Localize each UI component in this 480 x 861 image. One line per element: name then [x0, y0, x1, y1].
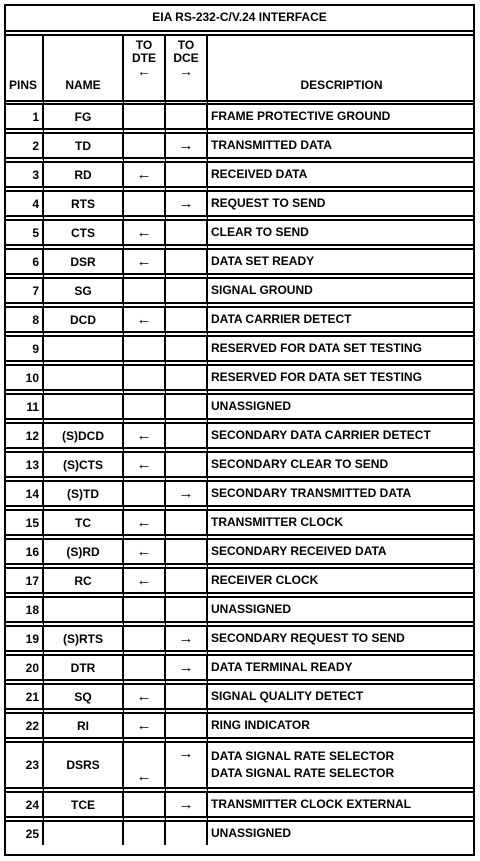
pin-number: 8: [4, 308, 44, 337]
description-line: UNASSIGNED: [211, 826, 292, 840]
signal-description: [208, 656, 475, 685]
signal-description: [208, 822, 475, 845]
pin-number: 5: [4, 221, 44, 250]
signal-name: DCD: [44, 308, 124, 337]
to-dte-left-arrow-icon: ←: [124, 453, 166, 482]
to-dte-left-arrow-icon: ←: [124, 163, 166, 192]
signal-description: [208, 453, 475, 482]
signal-description: [208, 569, 475, 598]
signal-name: DTR: [44, 656, 124, 685]
to-dte-cell: [124, 822, 166, 845]
description-line: UNASSIGNED: [211, 399, 292, 413]
to-dte-cell: [124, 482, 166, 511]
pin-number: 15: [4, 511, 44, 540]
signal-name: SG: [44, 279, 124, 308]
description-line: SIGNAL QUALITY DETECT: [211, 689, 364, 703]
to-dte-left-arrow-icon: ←: [124, 714, 166, 743]
left-arrow-icon: ←: [137, 63, 151, 79]
description-line: RESERVED FOR DATA SET TESTING: [211, 370, 422, 384]
signal-description: [208, 105, 475, 134]
to-dte-left-arrow-icon: ←: [124, 540, 166, 569]
pin-number: 12: [4, 424, 44, 453]
description-line: SECONDARY DATA CARRIER DETECT: [211, 428, 431, 442]
description-line: RECEIVER CLOCK: [211, 573, 319, 587]
description-line: FRAME PROTECTIVE GROUND: [211, 109, 391, 123]
signal-description: [208, 743, 475, 793]
table-row: [4, 627, 475, 656]
signal-description: [208, 308, 475, 337]
pin-number: 23: [4, 743, 44, 793]
description-line: UNASSIGNED: [211, 602, 292, 616]
signal-description: [208, 395, 475, 424]
signal-name: [44, 598, 124, 627]
signal-name: (S)TD: [44, 482, 124, 511]
table-row: [4, 540, 475, 569]
signal-description: [208, 192, 475, 221]
signal-description: [208, 134, 475, 163]
table-title: EIA RS-232-C/V.24 INTERFACE: [4, 4, 475, 36]
right-arrow-icon: →: [179, 63, 193, 79]
signal-name: FG: [44, 105, 124, 134]
to-dce-right-arrow-icon: →: [166, 793, 208, 822]
to-dce-cell: [166, 569, 208, 598]
table-row: [4, 482, 475, 511]
signal-name: [44, 366, 124, 395]
header-to-dce-line2: DCE: [173, 51, 199, 65]
pin-number: 17: [4, 569, 44, 598]
to-dce-cell: [166, 540, 208, 569]
description-line: RESERVED FOR DATA SET TESTING: [211, 341, 422, 355]
signal-name: [44, 822, 124, 845]
to-dte-cell: [124, 279, 166, 308]
table-row: [4, 105, 475, 134]
signal-name: CTS: [44, 221, 124, 250]
table-row: [4, 685, 475, 714]
to-dte-cell: [124, 627, 166, 656]
to-dte-left-arrow-icon: ←: [124, 743, 166, 793]
to-dce-right-arrow-icon: →: [166, 627, 208, 656]
signal-name: RTS: [44, 192, 124, 221]
signal-name: [44, 395, 124, 424]
header-name: NAME: [44, 36, 124, 105]
pin-number: 4: [4, 192, 44, 221]
to-dte-cell: [124, 395, 166, 424]
to-dte-cell: [124, 598, 166, 627]
pin-number: 18: [4, 598, 44, 627]
to-dte-cell: [124, 793, 166, 822]
pin-number: 1: [4, 105, 44, 134]
to-dce-cell: [166, 337, 208, 366]
to-dte-left-arrow-icon: ←: [124, 424, 166, 453]
header-to-dte: [124, 36, 166, 105]
description-line: REQUEST TO SEND: [211, 196, 326, 210]
signal-name: (S)RTS: [44, 627, 124, 656]
description-line: RECEIVED DATA: [211, 167, 308, 181]
to-dte-cell: [124, 366, 166, 395]
signal-description: [208, 163, 475, 192]
signal-name: RI: [44, 714, 124, 743]
table-row: [4, 279, 475, 308]
table-row: [4, 453, 475, 482]
signal-name: RC: [44, 569, 124, 598]
pin-number: 13: [4, 453, 44, 482]
description-line: TRANSMITTED DATA: [211, 138, 332, 152]
table-row: [4, 511, 475, 540]
pin-number: 7: [4, 279, 44, 308]
description-line: SIGNAL GROUND: [211, 283, 313, 297]
description-line: SECONDARY CLEAR TO SEND: [211, 457, 389, 471]
header-to-dce-line1: TO: [177, 38, 195, 52]
to-dce-cell: [166, 685, 208, 714]
to-dce-right-arrow-icon: →: [166, 482, 208, 511]
pin-number: 21: [4, 685, 44, 714]
to-dce-cell: [166, 453, 208, 482]
to-dce-cell: [166, 308, 208, 337]
to-dte-cell: [124, 337, 166, 366]
table-row: [4, 192, 475, 221]
header-description: DESCRIPTION: [208, 36, 475, 105]
description-line: TRANSMITTER CLOCK: [211, 515, 343, 529]
to-dce-cell: [166, 511, 208, 540]
pin-number: 6: [4, 250, 44, 279]
to-dce-right-arrow-icon: →: [166, 192, 208, 221]
signal-description: [208, 279, 475, 308]
description-line: SECONDARY RECEIVED DATA: [211, 544, 387, 558]
to-dte-left-arrow-icon: ←: [124, 511, 166, 540]
signal-name: TCE: [44, 793, 124, 822]
signal-description: [208, 337, 475, 366]
signal-description: [208, 366, 475, 395]
signal-name: RD: [44, 163, 124, 192]
to-dce-cell: [166, 250, 208, 279]
table-row: [4, 366, 475, 395]
pin-number: 10: [4, 366, 44, 395]
to-dte-left-arrow-icon: ←: [124, 308, 166, 337]
table-row: [4, 793, 475, 822]
signal-description: [208, 511, 475, 540]
description-line: DATA SIGNAL RATE SELECTOR: [211, 749, 395, 763]
to-dte-cell: [124, 105, 166, 134]
description-line: SECONDARY REQUEST TO SEND: [211, 631, 405, 645]
table-row: [4, 163, 475, 192]
description-line: TRANSMITTER CLOCK EXTERNAL: [211, 797, 411, 811]
description-line: DATA SIGNAL RATE SELECTOR: [211, 766, 395, 780]
description-line: RING INDICATOR: [211, 718, 310, 732]
description-line: DATA CARRIER DETECT: [211, 312, 352, 326]
to-dce-cell: [166, 163, 208, 192]
to-dte-left-arrow-icon: ←: [124, 250, 166, 279]
header-pins: PINS: [4, 36, 44, 105]
signal-description: [208, 598, 475, 627]
to-dce-cell: [166, 279, 208, 308]
table-row: [4, 424, 475, 453]
to-dte-left-arrow-icon: ←: [124, 685, 166, 714]
pin-number: 14: [4, 482, 44, 511]
to-dce-cell: [166, 822, 208, 845]
signal-name: [44, 337, 124, 366]
description-line: DATA SET READY: [211, 254, 315, 268]
to-dce-cell: [166, 105, 208, 134]
header-to-dce: [166, 36, 208, 105]
table-row: [4, 250, 475, 279]
signal-name: DSRS: [44, 743, 124, 793]
table-row: [4, 598, 475, 627]
to-dce-right-arrow-icon: →: [166, 134, 208, 163]
table-row: [4, 714, 475, 743]
pin-number: 11: [4, 395, 44, 424]
pin-number: 19: [4, 627, 44, 656]
rs232-pinout-table: [4, 4, 475, 845]
to-dte-left-arrow-icon: ←: [124, 221, 166, 250]
table-row: [4, 337, 475, 366]
to-dce-right-arrow-icon: →: [166, 656, 208, 685]
signal-description: [208, 793, 475, 822]
description-line: SECONDARY TRANSMITTED DATA: [211, 486, 412, 500]
description-line: CLEAR TO SEND: [211, 225, 309, 239]
to-dte-cell: [124, 656, 166, 685]
table-row: [4, 221, 475, 250]
signal-description: [208, 424, 475, 453]
table-row: [4, 395, 475, 424]
to-dce-right-arrow-icon: →: [166, 743, 208, 793]
to-dce-cell: [166, 221, 208, 250]
signal-name: TD: [44, 134, 124, 163]
pin-number: 25: [4, 822, 44, 845]
table-row: [4, 308, 475, 337]
to-dte-cell: [124, 134, 166, 163]
to-dte-left-arrow-icon: ←: [124, 569, 166, 598]
signal-description: [208, 627, 475, 656]
signal-name: (S)RD: [44, 540, 124, 569]
signal-name: TC: [44, 511, 124, 540]
signal-description: [208, 221, 475, 250]
table-row: [4, 569, 475, 598]
signal-name: (S)CTS: [44, 453, 124, 482]
description-line: DATA TERMINAL READY: [211, 660, 353, 674]
to-dte-cell: [124, 192, 166, 221]
to-dce-cell: [166, 395, 208, 424]
pin-number: 9: [4, 337, 44, 366]
signal-description: [208, 685, 475, 714]
table-row: [4, 743, 475, 793]
to-dce-cell: [166, 598, 208, 627]
signal-name: (S)DCD: [44, 424, 124, 453]
table-row: [4, 134, 475, 163]
pin-number: 22: [4, 714, 44, 743]
pin-number: 2: [4, 134, 44, 163]
pin-number: 20: [4, 656, 44, 685]
signal-name: SQ: [44, 685, 124, 714]
signal-description: [208, 540, 475, 569]
pin-number: 16: [4, 540, 44, 569]
pin-number: 3: [4, 163, 44, 192]
to-dce-cell: [166, 366, 208, 395]
to-dce-cell: [166, 424, 208, 453]
table-row: [4, 656, 475, 685]
signal-description: [208, 250, 475, 279]
header-to-dte-line2: DTE: [132, 51, 156, 65]
signal-description: [208, 482, 475, 511]
table-row: [4, 822, 475, 845]
header-to-dte-line1: TO: [135, 38, 153, 52]
signal-name: DSR: [44, 250, 124, 279]
signal-description: [208, 714, 475, 743]
to-dce-cell: [166, 714, 208, 743]
pin-number: 24: [4, 793, 44, 822]
